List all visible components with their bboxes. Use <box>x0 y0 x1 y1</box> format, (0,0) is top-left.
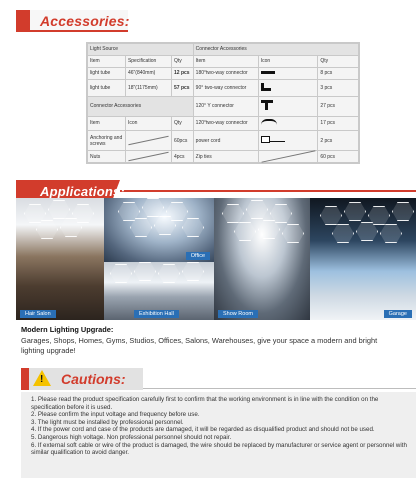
table-cell: 120° Y connector <box>193 96 258 116</box>
table-cell: power cord <box>193 131 258 151</box>
applications-photos <box>16 198 416 320</box>
cautions-banner <box>21 368 416 390</box>
upgrade-title: Modern Lighting Upgrade: <box>21 325 114 334</box>
table-cell: 18"(1175mm) <box>125 79 171 96</box>
table-cell: 180°two-way connector <box>193 67 258 79</box>
caution-item: 3. The light must be installed by professional personnel. <box>31 418 184 426</box>
screw-icon <box>125 131 171 151</box>
table-cell: 57 pcs <box>172 79 194 96</box>
exhibition-hall-photo <box>104 262 214 320</box>
table-cell: 4pcs <box>172 151 194 163</box>
banner-line <box>120 190 416 192</box>
caution-item: 6. If external soft cable or wire of the product is damaged, the wire should be replaced by manufacturer or service agent or personnel with similar qualification to avoid danger. <box>31 441 407 457</box>
table-cell: Nuts <box>88 151 126 163</box>
exclamation-icon: ! <box>40 374 44 385</box>
caution-item: 4. If the power cord and case of the products are damaged, it will be regarded as disqualified product and should not be used. <box>31 426 375 434</box>
hair-salon-photo <box>16 198 104 320</box>
col-icon: Icon <box>125 116 171 131</box>
table-cell: 120°two-way connector <box>193 116 258 131</box>
divider <box>143 388 416 389</box>
connector-header: Connector Accessories <box>193 44 358 56</box>
angle-connector-icon <box>258 116 318 131</box>
table-cell: 17 pcs <box>318 116 359 131</box>
photo-label: Show Room <box>218 310 258 318</box>
upgrade-body: Garages, Shops, Homes, Gyms, Studios, Offices, Salons, Warehouses, give your space a modern and bright lighting upgrade! <box>21 335 378 355</box>
cautions-title: Cautions: <box>61 371 126 387</box>
accessories-title: Accessories: <box>40 13 130 29</box>
table-cell: 46"(840mm) <box>125 67 171 79</box>
table-cell: light tube <box>88 79 126 96</box>
table-cell: 8 pcs <box>318 67 359 79</box>
nut-icon <box>125 151 171 163</box>
table-cell: 12 pcs <box>172 67 194 79</box>
straight-connector-icon <box>258 67 318 79</box>
cautions-list <box>21 392 416 478</box>
zip-tie-icon <box>258 151 318 163</box>
office-photo <box>104 198 214 262</box>
light-source-header: Light Source <box>88 44 194 56</box>
photo-label: Office <box>186 252 210 260</box>
photo-label: Garage <box>384 310 412 318</box>
upgrade-section <box>21 325 393 357</box>
power-cord-icon <box>258 131 318 151</box>
table-cell: light tube <box>88 67 126 79</box>
table-cell: 60 pcs <box>318 151 359 163</box>
table-cell: Anchoring and screws <box>88 131 126 151</box>
y-connector-icon <box>258 96 318 116</box>
accessories-banner <box>16 10 128 32</box>
table-cell: 27 pcs <box>318 96 359 116</box>
applications-title: Applications: <box>40 183 125 199</box>
col-item: Item <box>193 55 258 67</box>
col-qty: Qty <box>318 55 359 67</box>
caution-item: 5. Dangerous high voltage. Non professional personnel should not repair. <box>31 433 232 441</box>
table-cell: 90° two-way connector <box>193 79 258 96</box>
col-qty: Qty <box>172 55 194 67</box>
garage-photo <box>310 198 416 320</box>
photo-label: Exhibition Hall <box>134 310 179 318</box>
photo-label: Hair Salon <box>20 310 56 318</box>
caution-item: 2. Please confirm the input voltage and frequency before use. <box>31 411 200 419</box>
accessories-table <box>86 42 360 164</box>
col-qty: Qty <box>172 116 194 131</box>
table-cell: 3 pcs <box>318 79 359 96</box>
table-cell: 2 pcs <box>318 131 359 151</box>
table-cell: 60pcs <box>172 131 194 151</box>
col-item: Item <box>88 55 126 67</box>
caution-item: 1. Please read the product specification carefully first to confirm that the working environment is in line with the condition on the specification before it is used. <box>31 396 379 411</box>
connector-header-2: Connector Accessories <box>88 96 194 116</box>
l-connector-icon <box>258 79 318 96</box>
col-icon: Icon <box>258 55 318 67</box>
table-cell: Zip ties <box>193 151 258 163</box>
col-spec: Specification <box>125 55 171 67</box>
col-item: Item <box>88 116 126 131</box>
show-room-photo <box>214 198 310 320</box>
